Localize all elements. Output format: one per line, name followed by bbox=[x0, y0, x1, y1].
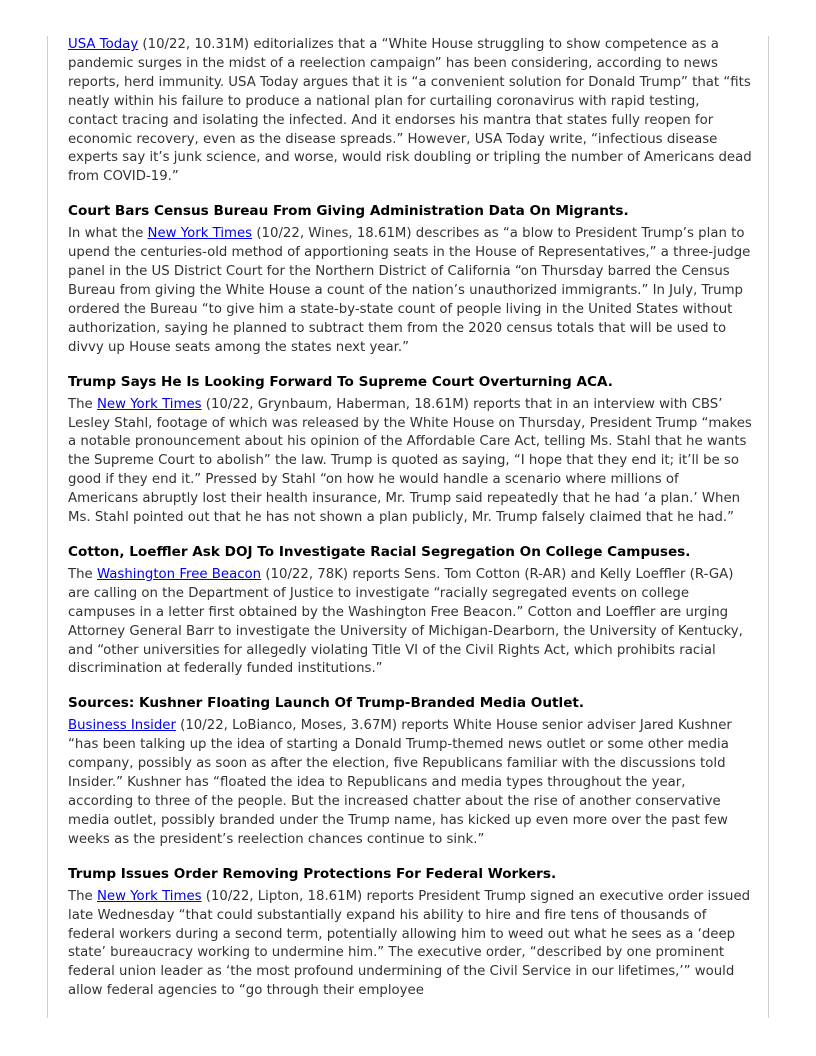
source-link[interactable]: New York Times bbox=[96, 888, 202, 904]
article-text: (10/22, LoBianco, Moses, 3.67M) reports White House senior adviser Jared Kushner “has been talking up the idea of starting a Donald Trump-themed news outlet or some other media company, possibly as soon as after the election, five Republicans familiar with the discussions told Insider.” Kushner has “floated the idea to Republicans and media types throughout the year, according to three of the people. But the increased chatter about the rise of another conservative media outlet, possibly branded under the Trump name, has kicked up even more over the past few weeks as the president’s reelection chances continue to sink.” bbox=[68, 718, 732, 847]
article-body bbox=[68, 717, 752, 849]
article-prefix: The bbox=[68, 888, 97, 904]
source-link[interactable]: New York Times bbox=[96, 396, 202, 412]
article-prefix: The bbox=[68, 396, 97, 412]
article-text: (10/22, Grynbaum, Haberman, 18.61M) reports that in an interview with CBS’ Lesley Stahl, footage of which was released by the White House on Thursday, President Trump “makes a notable pronouncement about his opinion of the Affordable Care Act, telling Ms. Stahl that he wants the Supreme Court to abolish” the law. Trump is quoted as saying, “I hope that they end it; it’ll be so good if they end it.” Pressed by Stahl “on how he would handle a scenario where millions of Americans abruptly lost their health insurance, Mr. Trump said repeatedly that he had ‘a plan.’ When Ms. Stahl pointed out that he has not shown a plan publicly, Mr. Trump falsely claimed that he had.” bbox=[68, 396, 752, 526]
article-prefix: The bbox=[68, 566, 97, 582]
article-cotton-loeffler bbox=[68, 543, 752, 679]
article-prefix: In what the bbox=[68, 226, 148, 242]
article-body bbox=[68, 225, 752, 357]
article-headline: Cotton, Loeffler Ask DOJ To Investigate Racial Segregation On College Campuses. bbox=[68, 543, 691, 560]
article-headline: Trump Says He Is Looking Forward To Supreme Court Overturning ACA. bbox=[68, 373, 613, 390]
article-body bbox=[68, 888, 752, 1001]
source-link[interactable]: New York Times bbox=[147, 226, 253, 242]
article-headline: Sources: Kushner Floating Launch Of Trump-Branded Media Outlet. bbox=[68, 695, 585, 712]
source-link[interactable]: Washington Free Beacon bbox=[96, 566, 262, 582]
news-content bbox=[68, 36, 752, 1016]
article-usa-today bbox=[68, 36, 752, 187]
article-body bbox=[68, 396, 752, 528]
article-text: (10/22, 78K) reports Sens. Tom Cotton (R-AR) and Kelly Loeffler (R-GA) are calling on the Department of Justice to investigate “racially segregated events on college campuses in a letter first obtained by the Washington Free Beacon.” Cotton and Loeffler are urging Attorney General Barr to investigate the University of Michigan-Dearborn, the University of Kentucky, and “other universities for allegedly violating Title VI of the Civil Rights Act, which prohibits racial discrimination at federally funded institutions.” bbox=[68, 566, 743, 677]
source-link[interactable]: USA Today bbox=[68, 37, 139, 52]
article-headline: Court Bars Census Bureau From Giving Administration Data On Migrants. bbox=[68, 203, 629, 220]
article-text: (10/22, Lipton, 18.61M) reports President Trump signed an executive order issued late Wednesday “that could substantially expand his ability to hire and fire tens of thousands of federal workers during a second term, potentially allowing him to weed out what he sees as a ‘deep state’ bureaucracy working to undermine him.” The executive order, “described by one prominent federal union leader as ‘the most profound undermining of the Civil Service in our lifetimes,’” would allow federal agencies to “go through their employee bbox=[68, 888, 751, 999]
article-text: (10/22, Wines, 18.61M) describes as “a blow to President Trump’s plan to upend the centuries-old method of apportioning seats in the House of Representatives,” a three-judge panel in the US District Court for the Northern District of California “on Thursday barred the Census Bureau from giving the White House a count of the nation’s unauthorized immigrants.” In July, Trump ordered the Bureau “to give him a state-by-state count of people living in the United States without authorization, saying he planned to subtract them from the 2020 census totals that will be used to divvy up House seats among the states next year.” bbox=[68, 226, 751, 355]
article-census bbox=[68, 202, 752, 357]
article-text: (10/22, 10.31M) editorializes that a “White House struggling to show competence as a pandemic surges in the midst of a reelection campaign” has been considering, according to news reports, herd immunity. USA Today argues that it is “a convenient solution for Donald Trump” that “fits neatly within his failure to produce a national plan for curtailing coronavirus with rapid testing, contact tracing and isolating the infected. And it endorses his mantra that states fully reopen for economic recovery, even as the disease spreads.” However, USA Today write, “infectious disease experts say it’s junk science, and worse, would risk doubling or tripling the number of Americans dead from COVID-19.” bbox=[68, 37, 752, 185]
source-link[interactable]: Business Insider bbox=[68, 718, 176, 734]
article-body bbox=[68, 36, 752, 187]
article-federal-workers bbox=[68, 865, 752, 1001]
article-aca bbox=[68, 373, 752, 528]
article-kushner bbox=[68, 694, 752, 849]
article-headline: Trump Issues Order Removing Protections For Federal Workers. bbox=[68, 865, 557, 882]
article-body bbox=[68, 566, 752, 679]
